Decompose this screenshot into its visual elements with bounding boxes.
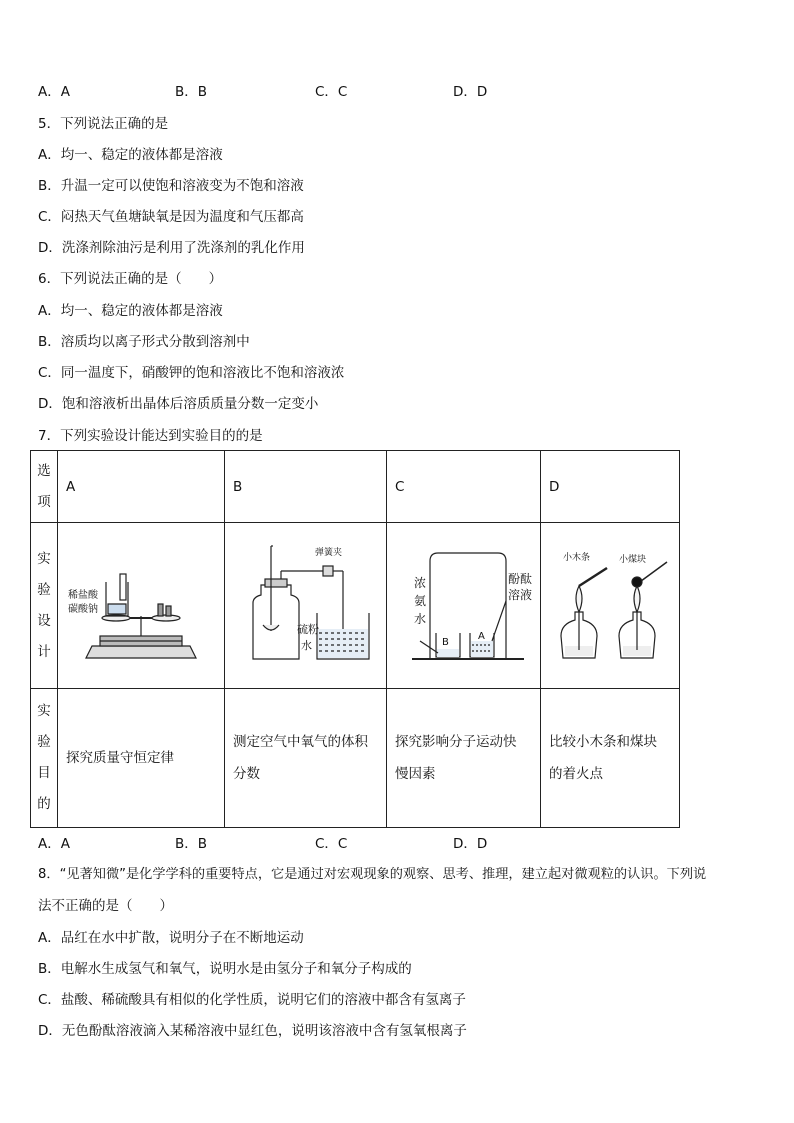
design-b-figure	[225, 523, 387, 689]
q8-stem-line1: 8．“见著知微”是化学学科的重要特点，它是通过对宏观现象的观察、思考、推理，建立起对微观粒的认识。下列说	[38, 867, 707, 882]
purpose-a: 探究质量守恒定律	[58, 689, 225, 828]
q5-stem: 5．下列说法正确的是	[38, 116, 169, 132]
q7-option-b[interactable]: B．B	[175, 836, 208, 852]
q5-option-a[interactable]: A．均一、稳定的液体都是溶液	[38, 147, 223, 163]
row-label-design: 实 验 设 计	[31, 523, 58, 689]
balance-apparatus-icon	[66, 546, 216, 666]
svg-text:小煤块: 小煤块	[619, 554, 647, 565]
svg-text:水: 水	[413, 611, 426, 626]
design-a-figure	[58, 523, 225, 689]
q6-option-c[interactable]: C．同一温度下，硝酸钾的饱和溶液比不饱和溶液浓	[38, 365, 345, 381]
q7-stem: 7．下列实验设计能达到实验目的的是	[38, 428, 263, 444]
table-row-options	[31, 451, 680, 523]
svg-text:B: B	[441, 636, 449, 648]
svg-text:弹簧夹: 弹簧夹	[314, 547, 342, 558]
svg-text:酚酞: 酚酞	[507, 571, 532, 586]
q7-option-a[interactable]: A．A	[38, 836, 70, 852]
q8-stem-line2: 法不正确的是（ ）	[38, 898, 173, 914]
q4-option-b[interactable]: B．B	[175, 84, 208, 100]
purpose-b: 测定空气中氧气的体积 分数	[225, 689, 387, 828]
q7-experiment-table	[30, 450, 680, 828]
q5-option-d[interactable]: D．洗涤剂除油污是利用了洗涤剂的乳化作用	[38, 240, 305, 256]
svg-text:硫粉: 硫粉	[296, 622, 319, 636]
svg-text:A: A	[477, 630, 485, 642]
q8-option-a[interactable]: A．品红在水中扩散，说明分子在不断地运动	[38, 930, 304, 946]
table-row-design	[31, 523, 680, 689]
q5-option-c[interactable]: C．闷热天气鱼塘缺氧是因为温度和气压都高	[38, 209, 304, 225]
table-row-purpose	[31, 689, 680, 828]
q4-option-d[interactable]: D．D	[453, 84, 488, 100]
column-head-a: A	[58, 451, 225, 523]
molecular-motion-apparatus-icon	[394, 541, 534, 671]
oxygen-measurement-apparatus-icon	[231, 541, 381, 671]
column-head-b: B	[225, 451, 387, 523]
q5-option-b[interactable]: B．升温一定可以使饱和溶液变为不饱和溶液	[38, 178, 304, 194]
column-head-c: C	[387, 451, 541, 523]
q6-stem: 6．下列说法正确的是（ ）	[38, 271, 223, 287]
svg-text:氨: 氨	[413, 593, 426, 608]
q7-option-c[interactable]: C．C	[315, 836, 348, 852]
q8-option-c[interactable]: C．盐酸、稀硫酸具有相似的化学性质，说明它们的溶液中都含有氢离子	[38, 992, 466, 1008]
column-head-d: D	[541, 451, 680, 523]
alcohol-lamps-icon	[545, 546, 675, 666]
design-d-figure	[541, 523, 680, 689]
q7-option-d[interactable]: D．D	[453, 836, 488, 852]
svg-text:水: 水	[300, 638, 312, 652]
q6-option-a[interactable]: A．均一、稳定的液体都是溶液	[38, 303, 223, 319]
q8-option-d[interactable]: D．无色酚酞溶液滴入某稀溶液中显红色，说明该溶液中含有氢氧根离子	[38, 1023, 467, 1039]
q8-option-b[interactable]: B．电解水生成氢气和氧气，说明水是由氢分子和氧分子构成的	[38, 961, 412, 977]
svg-text:小木条: 小木条	[563, 552, 591, 563]
q6-option-d[interactable]: D．饱和溶液析出晶体后溶质质量分数一定变小	[38, 396, 319, 412]
svg-text:稀盐酸: 稀盐酸	[68, 589, 98, 601]
q4-option-c[interactable]: C．C	[315, 84, 348, 100]
row-label-purpose: 实 验 目 的	[31, 689, 58, 828]
purpose-c: 探究影响分子运动快 慢因素	[387, 689, 541, 828]
svg-text:碳酸钠: 碳酸钠	[68, 603, 98, 615]
svg-text:浓: 浓	[413, 575, 426, 590]
row-label-options: 选 项	[31, 451, 58, 523]
q6-option-b[interactable]: B．溶质均以离子形式分散到溶剂中	[38, 334, 250, 350]
svg-text:溶液: 溶液	[507, 587, 532, 602]
q4-option-a[interactable]: A．A	[38, 84, 70, 100]
design-c-figure	[387, 523, 541, 689]
purpose-d: 比较小木条和煤块 的着火点	[541, 689, 680, 828]
